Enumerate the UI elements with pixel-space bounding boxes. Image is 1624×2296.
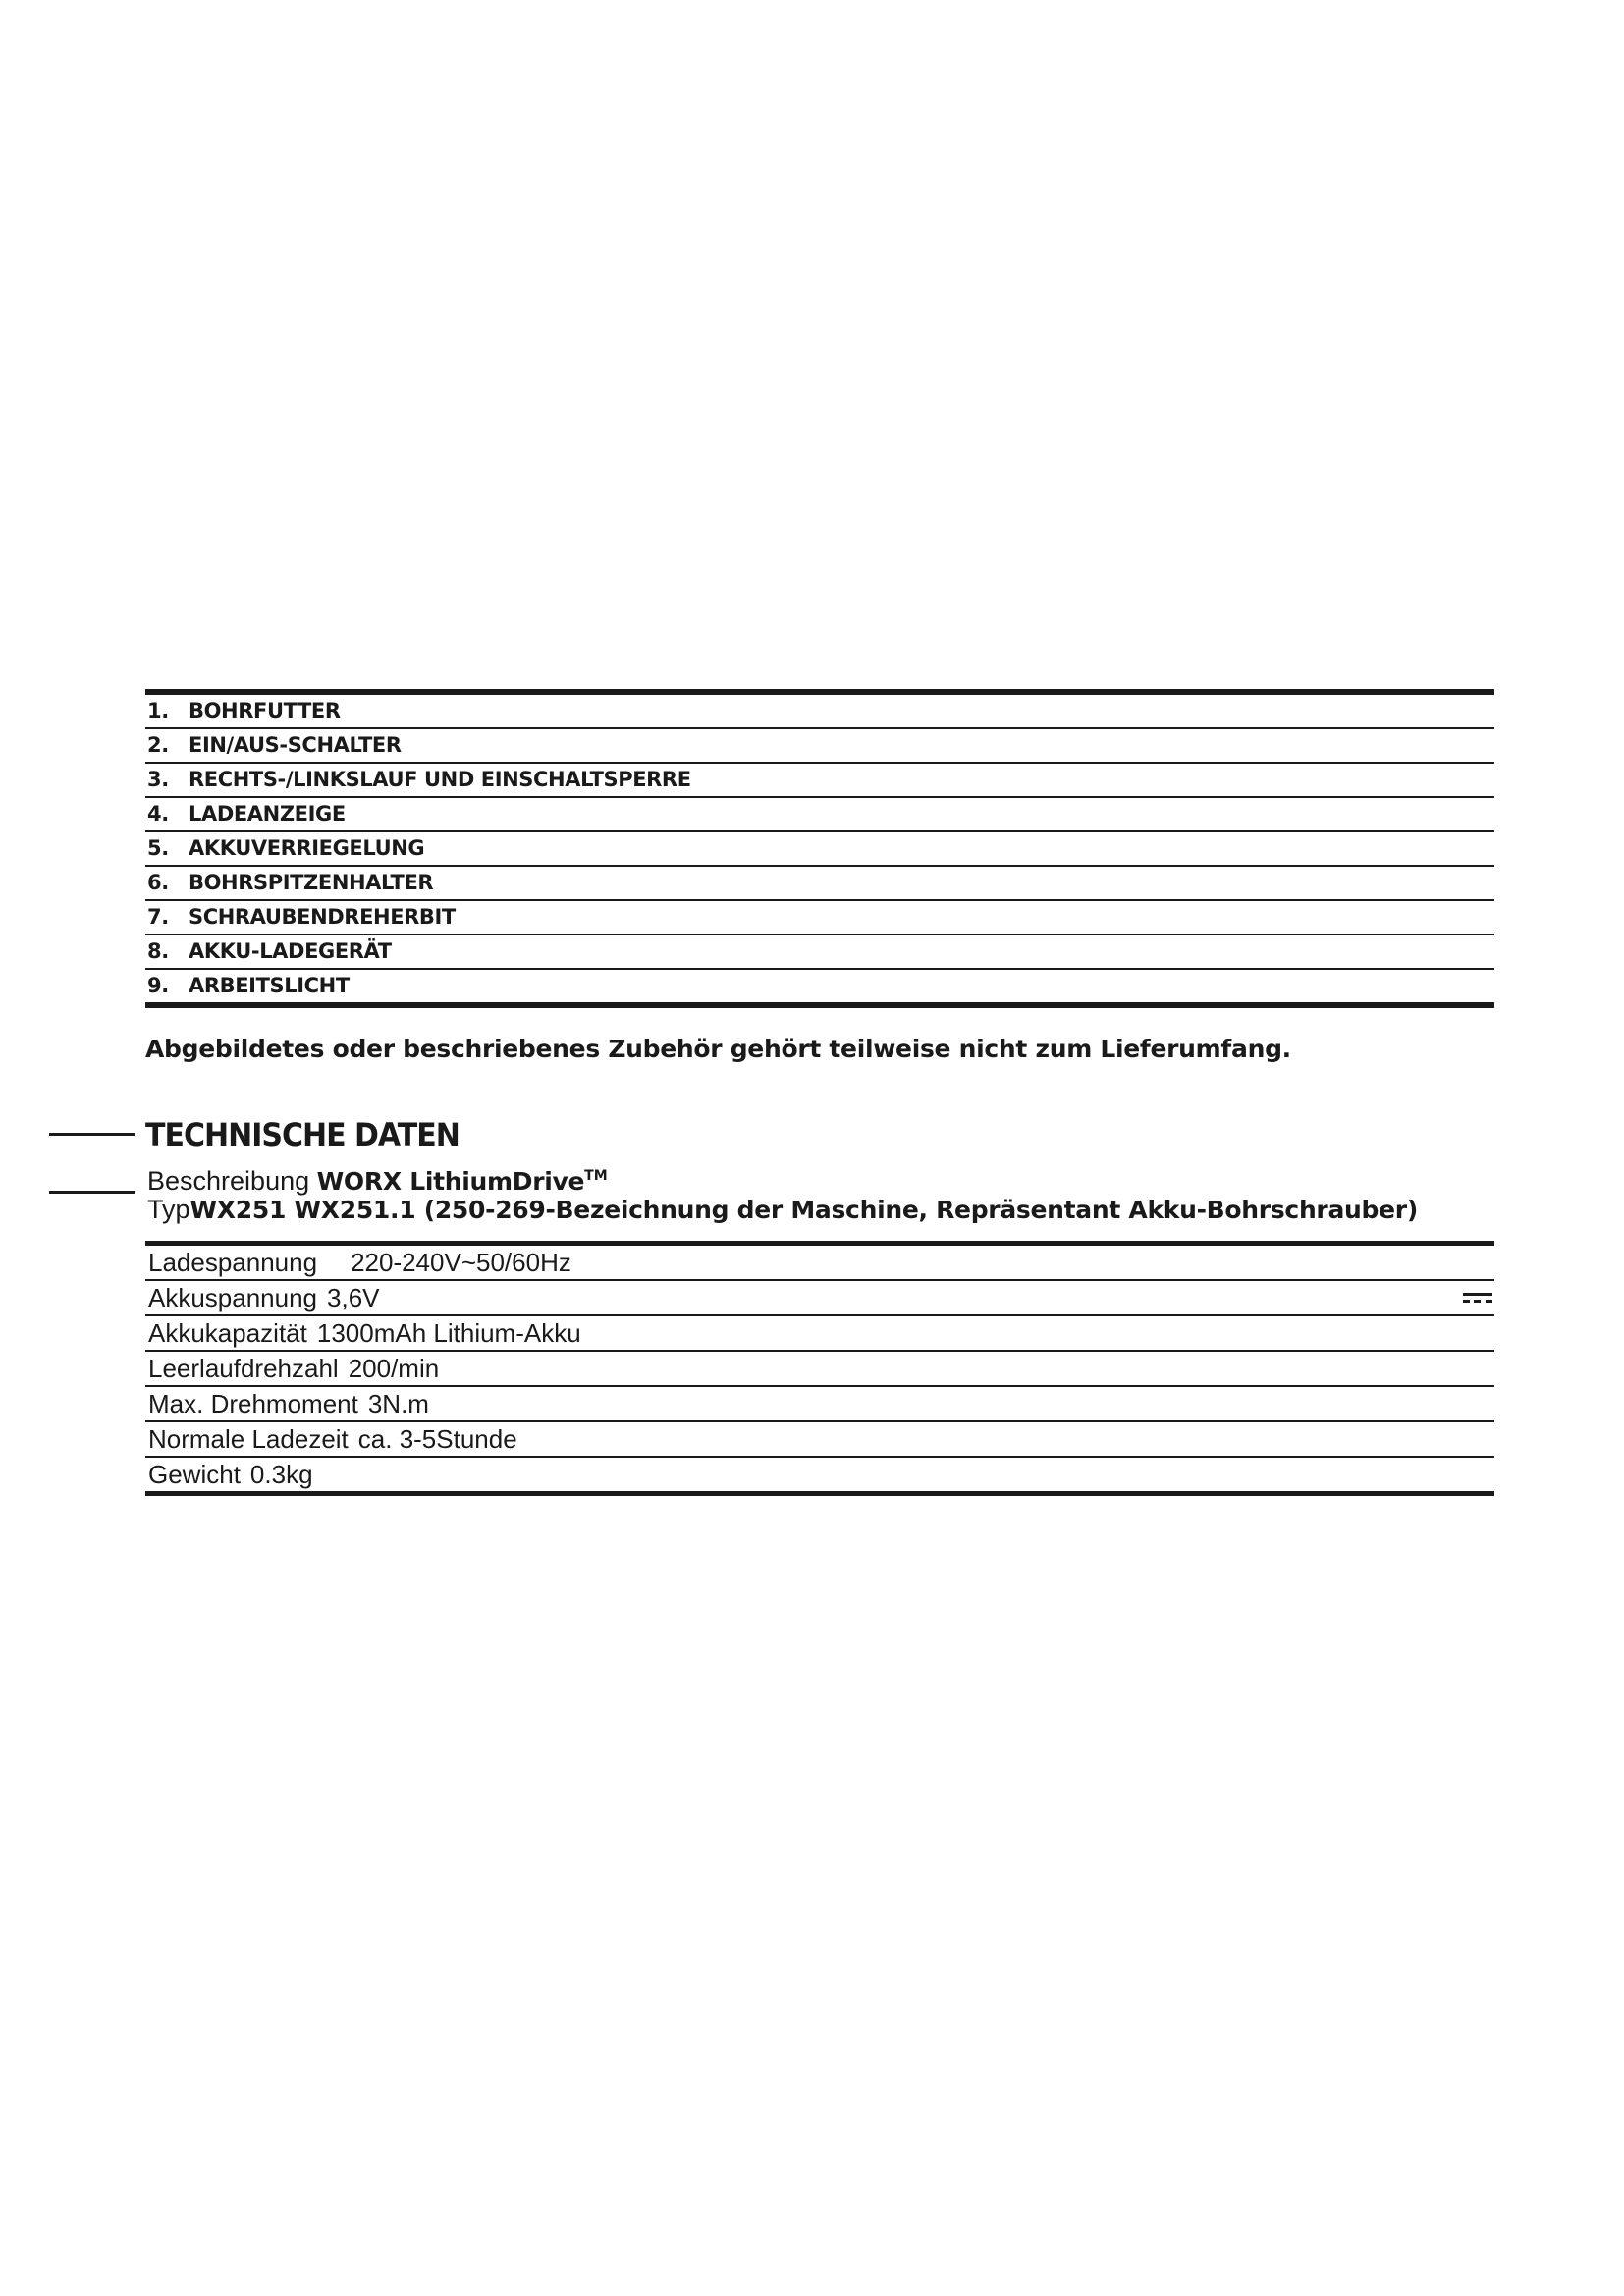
- part-label: LADEANZEIGE: [189, 802, 346, 826]
- part-label: RECHTS-/LINKSLAUF UND EINSCHALTSPERRE: [189, 768, 691, 791]
- part-item: [145, 832, 1494, 867]
- part-label: AKKU-LADEGERÄT: [189, 939, 392, 963]
- part-number: 7.: [147, 905, 169, 929]
- spec-label: Max. Drehmoment: [148, 1389, 358, 1418]
- spec-label: Gewicht: [148, 1460, 241, 1489]
- part-number: 3.: [147, 768, 169, 791]
- part-item: [145, 695, 1494, 729]
- trademark-mark: TM: [584, 1168, 608, 1184]
- part-label: BOHRSPITZENHALTER: [189, 871, 434, 894]
- part-item: [145, 729, 1494, 764]
- spec-row: [145, 1352, 1494, 1387]
- part-item: [145, 798, 1494, 832]
- spec-value: 1300mAh Lithium-Akku: [316, 1318, 581, 1348]
- spec-value: 220-240V~50/60Hz: [351, 1248, 571, 1277]
- part-number: 8.: [147, 939, 169, 963]
- part-label: AKKUVERRIEGELUNG: [189, 836, 425, 860]
- spec-label: Akkuspannung: [148, 1283, 318, 1312]
- type-line: [147, 1195, 1418, 1225]
- description-label: Beschreibung: [147, 1166, 310, 1196]
- spec-label: Normale Ladezeit: [148, 1424, 349, 1454]
- spec-value: 3N.m: [367, 1389, 429, 1418]
- spec-row: [145, 1458, 1494, 1491]
- part-label: BOHRFUTTER: [189, 699, 341, 722]
- part-label: EIN/AUS-SCHALTER: [189, 733, 402, 757]
- part-number: 1.: [147, 699, 169, 722]
- part-label: SCHRAUBENDREHERBIT: [189, 905, 456, 929]
- part-item: [145, 935, 1494, 970]
- description-line: [147, 1166, 608, 1197]
- part-number: 4.: [147, 802, 169, 826]
- spec-row: [145, 1422, 1494, 1458]
- heading-margin-rule: [49, 1133, 135, 1136]
- dc-icon: [1463, 1291, 1492, 1305]
- spec-value: 0.3kg: [249, 1460, 313, 1489]
- accessory-note: Abgebildetes oder beschriebenes Zubehör gehört teilweise nicht zum Lieferumfang.: [145, 1035, 1291, 1063]
- part-item: [145, 867, 1494, 901]
- part-number: 5.: [147, 836, 169, 860]
- part-number: 2.: [147, 733, 169, 757]
- part-number: 6.: [147, 871, 169, 894]
- part-item: [145, 764, 1494, 798]
- spec-label: Akkukapazität: [148, 1318, 307, 1348]
- spec-row: [145, 1387, 1494, 1422]
- description-margin-rule: [49, 1191, 135, 1194]
- part-label: ARBEITSLICHT: [189, 974, 350, 997]
- spec-row: [145, 1246, 1494, 1281]
- spec-value: 3,6V: [327, 1283, 380, 1312]
- spec-row: [145, 1316, 1494, 1352]
- spec-value: 200/min: [348, 1354, 440, 1383]
- spec-table: [145, 1241, 1494, 1496]
- part-number: 9.: [147, 974, 169, 997]
- part-item: [145, 901, 1494, 935]
- part-item: [145, 970, 1494, 1002]
- spec-label: Leerlaufdrehzahl: [148, 1354, 339, 1383]
- type-label: Typ: [147, 1195, 190, 1224]
- type-value: WX251 WX251.1 (250-269-Bezeichnung der Maschine, Repräsentant Akku-Bohrschrauber): [189, 1196, 1418, 1224]
- section-heading: TECHNISCHE DATEN: [145, 1117, 460, 1154]
- spec-value: ca. 3-5Stunde: [357, 1424, 517, 1454]
- description-value: WORX LithiumDrive: [316, 1167, 585, 1196]
- spec-label: Ladespannung: [148, 1248, 318, 1277]
- spec-row: [145, 1281, 1494, 1316]
- parts-list: [145, 689, 1494, 1008]
